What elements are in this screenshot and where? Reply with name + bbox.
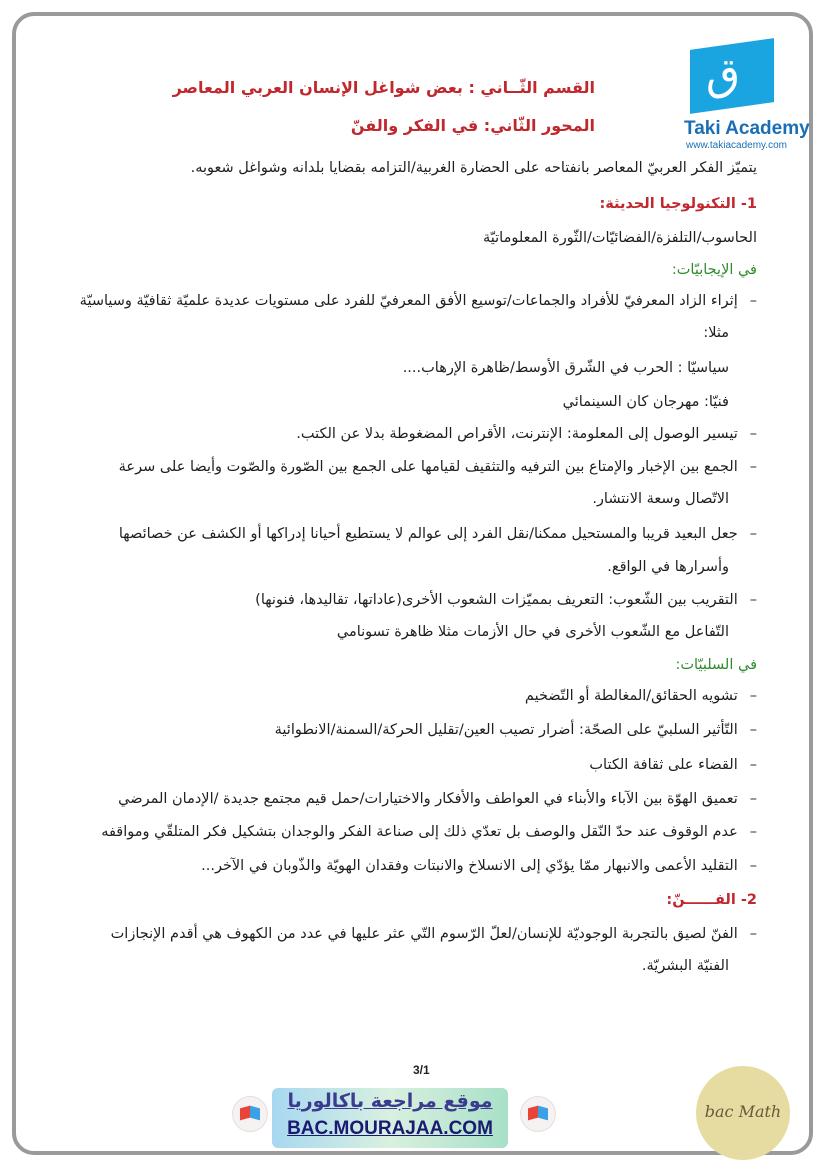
negatives-heading: في السلبيّات: [675, 657, 757, 673]
logo-name: Taki Academy [684, 118, 810, 139]
list-item [201, 858, 757, 874]
list-item [296, 426, 757, 442]
list-item-text: تيسير الوصول إلى المعلومة: الإنترنت، الأقراص المضغوطة بدلا عن الكتب. [296, 426, 738, 442]
tech-heading: 1- التكنولوجيا الحديثة: [599, 196, 757, 212]
dash-bullet: – [749, 722, 757, 738]
taki-academy-logo [682, 40, 810, 151]
list-item-text: التّأثير السلبيّ على الصحّة: أضرار تصيب العين/تقليل الحركة/السمنة/الانطوائية [274, 722, 738, 738]
list-item-text: الفنّ لصيق بالتجربة الوجوديّة للإنسان/لعلّ الرّسوم التّي عثر عليها في عدد من الكهوف هي أقدم الإنجازات [110, 926, 738, 942]
banner-url[interactable]: BAC.MOURAJAA.COM [287, 1118, 493, 1139]
list-item-continuation: التّفاعل مع الشّعوب الأخرى في حال الأزمات مثلا ظاهرة تسونامي [336, 624, 729, 640]
dash-bullet: – [749, 926, 757, 942]
dash-bullet: – [749, 757, 757, 773]
example-political: سياسيّا : الحرب في الشّرق الأوسط/ظاهرة الإرهاب.... [402, 360, 729, 376]
intro-text: يتميّز الفكر العربيّ المعاصر بانفتاحه على الحضارة الغربية/التزامه بقضايا بلدانه وشواغل شعوبه. [190, 160, 757, 176]
banner-arabic[interactable]: موقع مراجعة باكالوريا [287, 1090, 493, 1112]
example-art: فنيّا: مهرجان كان السينمائي [562, 394, 729, 410]
list-item-continuation: الفنيّة البشريّة. [641, 958, 729, 974]
list-item [255, 592, 757, 608]
book-logo-icon [232, 1096, 268, 1132]
dash-bullet: – [749, 526, 757, 542]
list-item-text: تشويه الحقائق/المغالطة أو التّضخيم [524, 688, 738, 704]
list-item-continuation: وأسرارها في الواقع. [607, 559, 729, 575]
dash-bullet: – [749, 293, 757, 309]
list-item [525, 688, 757, 704]
dash-bullet: – [749, 791, 757, 807]
list-item [80, 293, 757, 309]
list-item [111, 926, 757, 942]
list-item-text: الجمع بين الإخبار والإمتاع بين الترفيه والتثقيف لقيامها على الجمع بين الصّورة والصّوت وأيضا على سرعة [118, 459, 738, 475]
list-item [589, 757, 757, 773]
bac-math-logo [696, 1066, 790, 1160]
list-item-text: التقليد الأعمى والانبهار ممّا يؤدّي إلى الانسلاخ والانبتات وفقدان الهويّة والذّوبان في الآخر... [201, 858, 738, 874]
dash-bullet: – [749, 858, 757, 874]
axis-title: المحور الثّاني: في الفكر والفنّ [350, 116, 595, 135]
list-item [101, 824, 757, 840]
tech-list: الحاسوب/التلفزة/الفضائيّات/الثّورة المعلوماتيّة [483, 230, 757, 246]
list-item-text: إثراء الزاد المعرفيّ للأفراد والجماعات/توسيع الأفق المعرفيّ للفرد على مستويات عديدة علميّة ثقافيّة وسياسيّة [79, 293, 738, 309]
dash-bullet: – [749, 459, 757, 475]
page-number: 3/1 [413, 1063, 430, 1077]
list-item [275, 722, 757, 738]
positives-heading: في الإيجابيّات: [671, 262, 757, 278]
list-item-text: التقريب بين الشّعوب: التعريف بمميّزات الشعوب الأخرى(عاداتها، تقاليدها، فنونها) [255, 592, 738, 608]
bac-math-label: bac Math [704, 1102, 782, 1121]
dash-bullet: – [749, 592, 757, 608]
list-item-continuation: مثلا: [703, 325, 729, 341]
dash-bullet: – [749, 426, 757, 442]
logo-url: www.takiacademy.com [686, 140, 787, 151]
list-item-text: القضاء على ثقافة الكتاب [589, 757, 738, 773]
page-frame [12, 12, 813, 1155]
list-item-text: عدم الوقوف عند حدّ النّقل والوصف بل تعدّي ذلك إلى صناعة الفكر والوجدان بتشكيل فكر المتلقّي ومواقفه [101, 824, 738, 840]
dash-bullet: – [749, 688, 757, 704]
list-item-text: جعل البعيد قريبا والمستحيل ممكنا/نقل الفرد إلى عوالم لا يستطيع أحيانا إدراكها أو الكشف عن خصائصها [118, 526, 738, 542]
site-banner[interactable] [272, 1088, 508, 1148]
logo-mark: ق [706, 49, 741, 100]
list-item [119, 459, 757, 475]
book-logo-icon [520, 1096, 556, 1132]
list-item [118, 791, 757, 807]
list-item-continuation: الاتّصال وسعة الانتشار. [592, 491, 729, 507]
list-item-text: تعميق الهوّة بين الآباء والأبناء في العواطف والأفكار والاختيارات/حمل قيم مجتمع جديدة /الإدمان المرضي [118, 791, 738, 807]
list-item [119, 526, 757, 542]
dash-bullet: – [749, 824, 757, 840]
section-title: القسم الثّــاني : بعض شواغل الإنسان العربي المعاصر [172, 78, 595, 97]
art-heading: 2- الفــــــنّ: [666, 892, 757, 908]
